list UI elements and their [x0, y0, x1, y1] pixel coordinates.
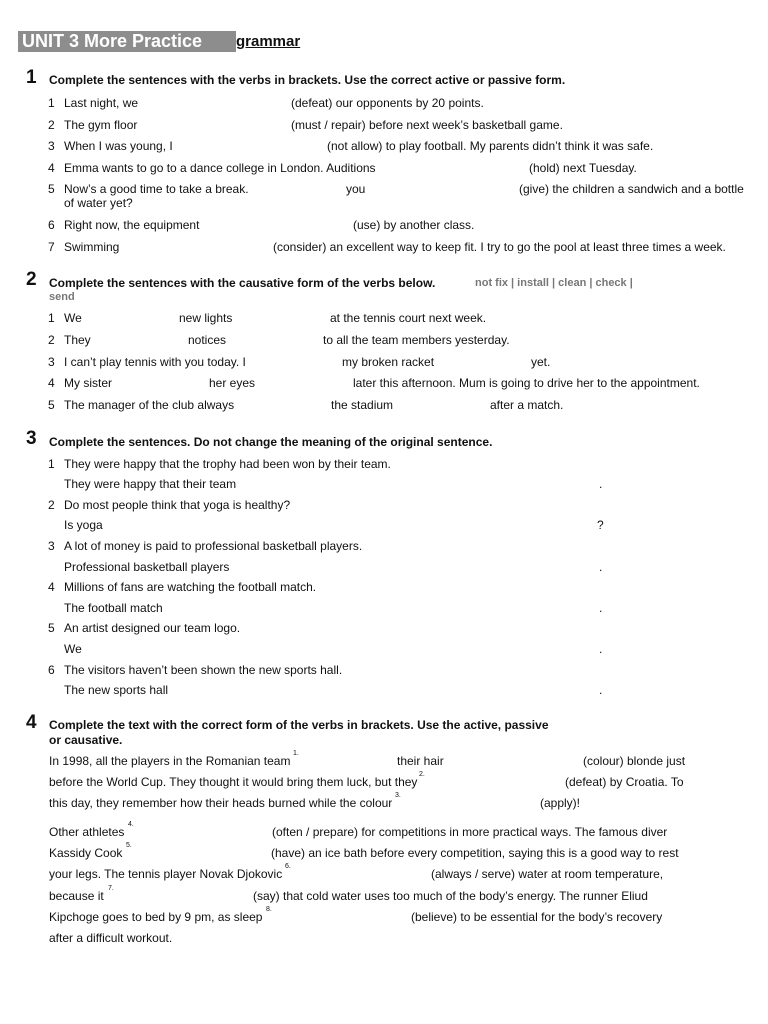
ex2-item-number: 1 — [48, 311, 55, 325]
ex1-item-text: (give) the children a sandwich and a bottle — [519, 182, 744, 196]
ex4-text: after a difficult workout. — [49, 931, 173, 945]
ex3-rewrite-start: They were happy that their team — [64, 477, 237, 491]
ex2-item-text: after a match. — [490, 398, 564, 412]
ex3-original-sentence: A lot of money is paid to professional basketball players. — [64, 539, 363, 553]
ex1-item-number: 5 — [48, 182, 55, 196]
ex2-item-text: The manager of the club always — [64, 398, 235, 412]
ex4-text: before the World Cup. They thought it would bring them luck, but they — [49, 775, 418, 789]
ex1-item-text: (defeat) our opponents by 20 points. — [291, 96, 484, 110]
ex2-item-text: to all the team members yesterday. — [323, 333, 510, 347]
ex4-text: Kipchoge goes to bed by 9 pm, as sleep — [49, 910, 263, 924]
word-box-continued: send — [49, 291, 75, 303]
ex4-text: this day, they remember how their heads burned while the colour — [49, 796, 393, 810]
ex2-item-text: her eyes — [209, 376, 256, 390]
ex1-item-text: (not allow) to play football. My parents didn’t think it was safe. — [327, 139, 654, 153]
ex4-text: Kassidy Cook — [49, 846, 123, 860]
ex4-text: (always / serve) water at room temperature, — [431, 867, 664, 881]
ex1-item-text: Right now, the equipment — [64, 218, 200, 232]
ex3-original-sentence: Millions of fans are watching the football match. — [64, 580, 317, 594]
ex4-text: because it — [49, 889, 104, 903]
ex3-rewrite-end: ? — [597, 518, 604, 532]
ex1-item-text: The gym floor — [64, 118, 138, 132]
ex4-text: (say) that cold water uses too much of the body’s energy. The runner Eliud — [253, 889, 648, 903]
unit-badge: UNIT 3 More Practice — [18, 31, 236, 52]
ex3-rewrite-end: . — [599, 560, 603, 574]
exercise-4-number: 4 — [26, 712, 37, 733]
ex3-item-number: 3 — [48, 539, 55, 553]
ex1-item-number: 2 — [48, 118, 55, 132]
ex1-item-text: Last night, we — [64, 96, 139, 110]
ex1-item-number: 4 — [48, 161, 55, 175]
ex2-item-text: at the tennis court next week. — [330, 311, 487, 325]
ex4-text: their hair — [397, 754, 444, 768]
ex1-item-text: (must / repair) before next week’s basketball game. — [291, 118, 563, 132]
ex1-item-number: 7 — [48, 240, 55, 254]
ex3-item-number: 5 — [48, 621, 55, 635]
ex1-item-text: (use) by another class. — [353, 218, 475, 232]
ex4-text: (have) an ice bath before every competition, saying this is a good way to rest — [271, 846, 679, 860]
ex2-item-text: They — [64, 333, 91, 347]
ex3-rewrite-end: . — [599, 642, 603, 656]
ex1-item-text: Now’s a good time to take a break. — [64, 182, 249, 196]
ex3-item-number: 2 — [48, 498, 55, 512]
ex1-item-number: 1 — [48, 96, 55, 110]
ex2-item-text: my broken racket — [342, 355, 435, 369]
ex4-text: (colour) blonde just — [583, 754, 686, 768]
ex3-item-number: 4 — [48, 580, 55, 594]
exercise-4-title: Complete the text with the correct form of the verbs in brackets. Use the active, passive — [49, 718, 549, 732]
ex1-item-text: When I was young, I — [64, 139, 173, 153]
ex4-text: Other athletes — [49, 825, 125, 839]
ex4-text: (often / prepare) for competitions in more practical ways. The famous diver — [272, 825, 668, 839]
exercise-2-title: Complete the sentences with the causative form of the verbs below. — [49, 276, 436, 290]
ex2-item-text: yet. — [531, 355, 551, 369]
ex2-item-text: notices — [188, 333, 227, 347]
exercise-3-title: Complete the sentences. Do not change the meaning of the original sentence. — [49, 435, 493, 449]
ex2-item-number: 2 — [48, 333, 55, 347]
exercise-1-number: 1 — [26, 67, 37, 88]
ex2-item-text: the stadium — [331, 398, 394, 412]
ex3-original-sentence: They were happy that the trophy had been won by their team. — [64, 457, 391, 471]
ex3-rewrite-start: Is yoga — [64, 518, 103, 532]
ex1-item-text: you — [346, 182, 366, 196]
ex1-item-text: (hold) next Tuesday. — [529, 161, 637, 175]
ex3-item-number: 6 — [48, 663, 55, 677]
ex1-item-text: (consider) an excellent way to keep fit. I try to go the pool at least three times a week. — [273, 240, 726, 254]
ex3-original-sentence: The visitors haven’t been shown the new sports hall. — [64, 663, 343, 677]
ex2-item-number: 3 — [48, 355, 55, 369]
ex4-text: (defeat) by Croatia. To — [565, 775, 684, 789]
ex3-rewrite-start: We — [64, 642, 82, 656]
ex4-text: your legs. The tennis player Novak Djokovic — [49, 867, 283, 881]
ex3-rewrite-start: The football match — [64, 601, 163, 615]
ex2-item-text: later this afternoon. Mum is going to drive her to the appointment. — [353, 376, 700, 390]
exercise-1-title: Complete the sentences with the verbs in brackets. Use the correct active or passive form. — [49, 73, 566, 87]
ex1-item-text: Swimming — [64, 240, 120, 254]
ex1-item-number: 3 — [48, 139, 55, 153]
ex2-item-text: We — [64, 311, 82, 325]
exercise-2-number: 2 — [26, 269, 37, 290]
exercise-4-title-continued: or causative. — [49, 733, 123, 747]
ex1-item-number: 6 — [48, 218, 55, 232]
section-title: grammar — [236, 33, 301, 50]
ex2-item-text: I can’t play tennis with you today. I — [64, 355, 246, 369]
ex2-item-number: 5 — [48, 398, 55, 412]
ex3-rewrite-end: . — [599, 477, 603, 491]
ex3-original-sentence: Do most people think that yoga is healthy? — [64, 498, 291, 512]
ex4-text: In 1998, all the players in the Romanian team — [49, 754, 291, 768]
ex2-item-text: new lights — [179, 311, 233, 325]
word-box: not fix | install | clean | check | — [475, 277, 633, 289]
ex1-item-text: Emma wants to go to a dance college in London. Auditions — [64, 161, 376, 175]
ex3-original-sentence: An artist designed our team logo. — [64, 621, 241, 635]
ex2-item-number: 4 — [48, 376, 55, 390]
ex2-item-text: My sister — [64, 376, 112, 390]
ex3-item-number: 1 — [48, 457, 55, 471]
ex4-text: (believe) to be essential for the body’s recovery — [411, 910, 663, 924]
exercise-3-number: 3 — [26, 428, 37, 449]
ex3-rewrite-start: Professional basketball players — [64, 560, 230, 574]
ex3-rewrite-end: . — [599, 683, 603, 697]
ex3-rewrite-start: The new sports hall — [64, 683, 169, 697]
ex3-rewrite-end: . — [599, 601, 603, 615]
ex4-text: (apply)! — [540, 796, 581, 810]
ex1-item-text: of water yet? — [64, 196, 133, 210]
